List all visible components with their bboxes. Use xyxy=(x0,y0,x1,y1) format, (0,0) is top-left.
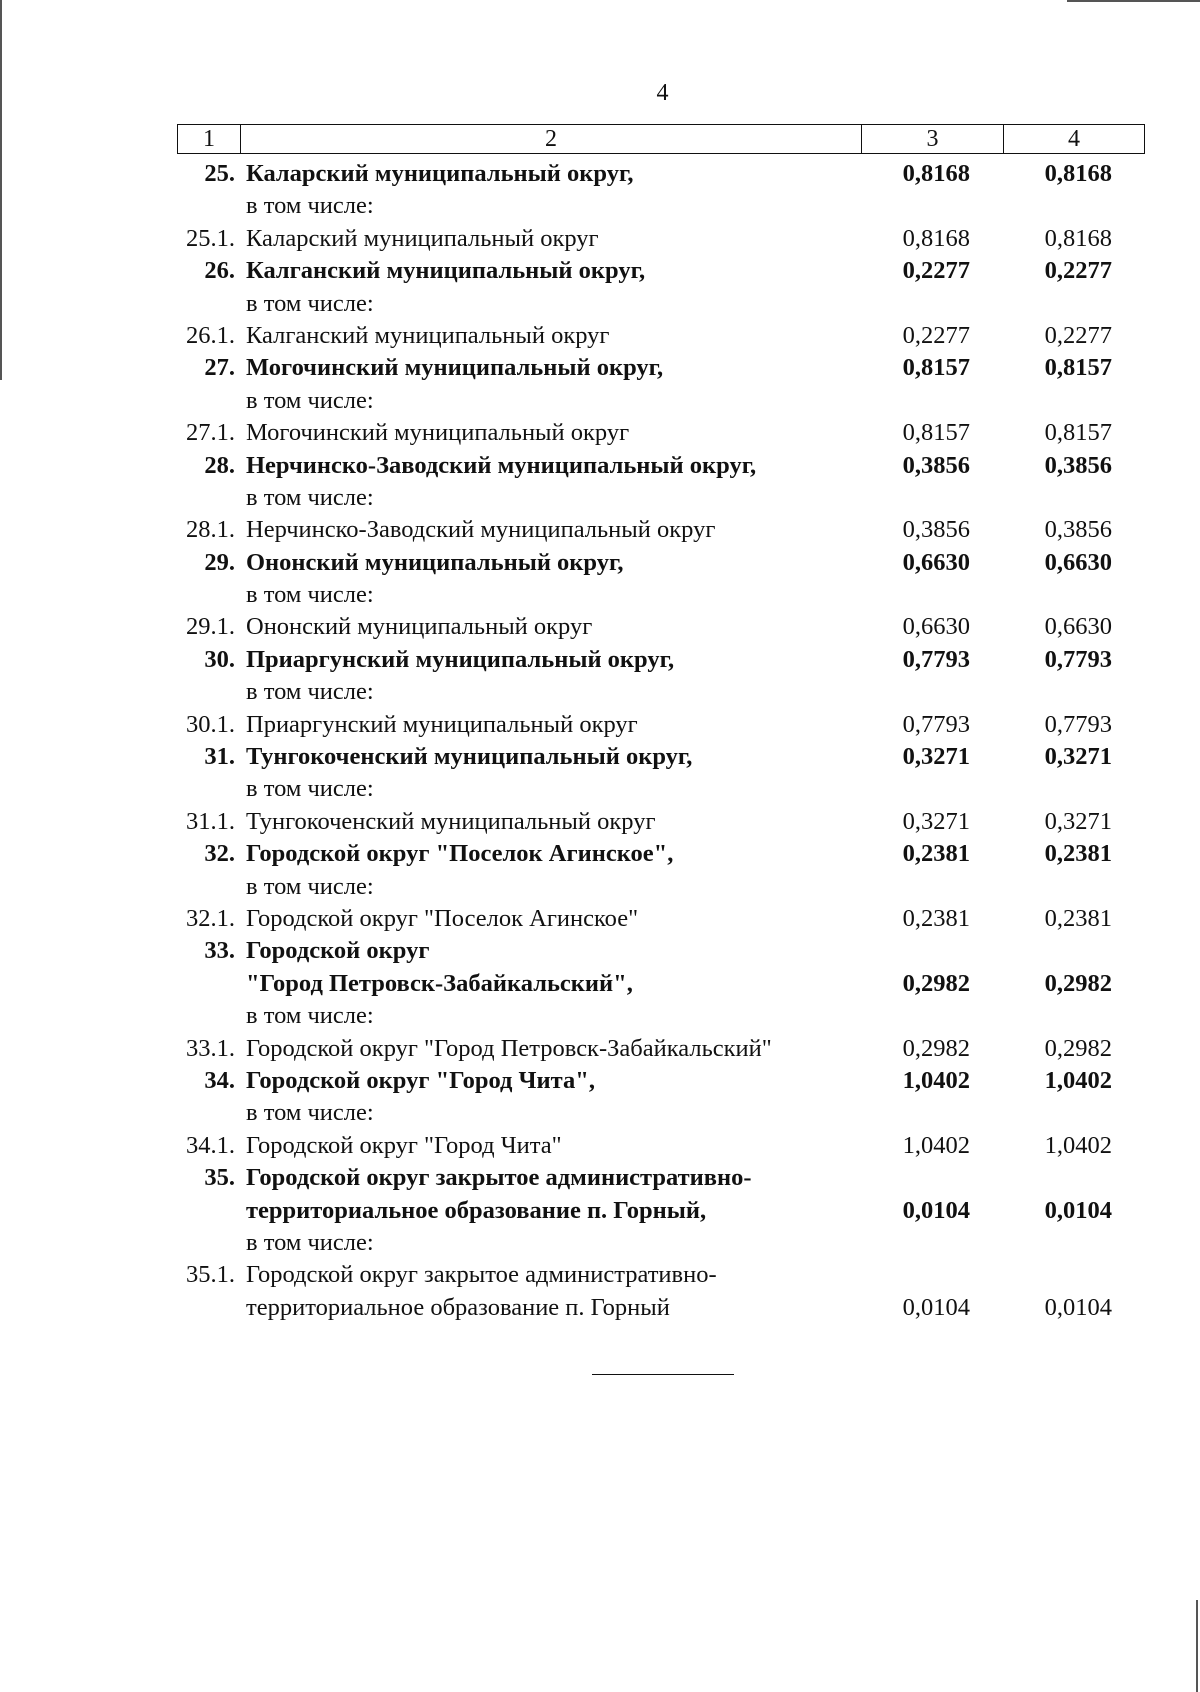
row-value-col4: 0,2277 xyxy=(1044,321,1112,349)
row-label: в том числе: xyxy=(246,1002,374,1030)
table-row xyxy=(0,871,1200,903)
row-label: Ононский муниципальный округ, xyxy=(246,548,624,576)
row-value-col4: 0,2982 xyxy=(1044,1034,1112,1062)
scan-edge-mark xyxy=(1067,0,1200,2)
row-label: Городской округ "Поселок Агинское" xyxy=(246,904,639,932)
row-label: в том числе: xyxy=(246,192,374,220)
row-number: 30. xyxy=(204,645,235,673)
table-row xyxy=(0,352,1200,384)
row-number: 25.1. xyxy=(186,224,235,252)
row-number: 31. xyxy=(204,743,235,771)
row-value-col4: 0,3856 xyxy=(1044,451,1112,479)
row-value-col4: 0,3271 xyxy=(1044,743,1112,771)
row-label: Тунгокоченский муниципальный округ xyxy=(246,807,656,835)
row-value-col3: 0,2381 xyxy=(902,840,970,868)
table-row xyxy=(0,1000,1200,1032)
row-value-col3: 0,7793 xyxy=(902,645,970,673)
row-label: Тунгокоченский муниципальный округ, xyxy=(246,743,693,771)
table-row xyxy=(0,676,1200,708)
table-row xyxy=(0,190,1200,222)
table-row xyxy=(0,385,1200,417)
row-label: территориальное образование п. Горный, xyxy=(246,1196,707,1224)
row-value-col4: 0,0104 xyxy=(1044,1196,1112,1224)
table-row xyxy=(0,450,1200,482)
row-number: 25. xyxy=(204,160,235,187)
table-row xyxy=(0,482,1200,514)
row-label: Каларский муниципальный округ xyxy=(246,224,599,252)
table-row xyxy=(0,968,1200,1000)
row-value-col4: 0,3856 xyxy=(1044,516,1112,544)
row-label: в том числе: xyxy=(246,1228,374,1256)
column-header-3: 3 xyxy=(862,125,1004,154)
row-number: 28.1. xyxy=(186,516,235,544)
table-row xyxy=(0,1195,1200,1227)
row-label: Калганский муниципальный округ xyxy=(246,321,610,349)
row-value-col3: 0,3856 xyxy=(902,516,970,544)
row-value-col4: 0,3271 xyxy=(1044,807,1112,835)
row-label: Нерчинско-Заводский муниципальный округ, xyxy=(246,451,757,479)
table-row xyxy=(0,288,1200,320)
table-body xyxy=(0,158,1200,1324)
row-label: в том числе: xyxy=(246,483,374,511)
row-label: Приаргунский муниципальный округ, xyxy=(246,645,675,673)
row-label: территориальное образование п. Горный xyxy=(246,1293,670,1321)
row-value-col4: 0,8157 xyxy=(1044,354,1112,382)
table-row xyxy=(0,903,1200,935)
row-value-col4: 0,8157 xyxy=(1044,419,1112,447)
page-number: 4 xyxy=(656,80,669,106)
row-value-col3: 0,3856 xyxy=(902,451,970,479)
row-number: 34. xyxy=(204,1066,235,1094)
table-row xyxy=(0,644,1200,676)
table-row xyxy=(0,158,1200,190)
row-number: 26. xyxy=(204,257,235,285)
scan-edge-mark xyxy=(1196,1600,1198,1692)
row-number: 35. xyxy=(204,1164,235,1192)
table-row xyxy=(0,547,1200,579)
row-number: 26.1. xyxy=(186,321,235,349)
row-label: Ононский муниципальный округ xyxy=(246,613,593,641)
row-value-col3: 1,0402 xyxy=(902,1131,970,1159)
end-rule xyxy=(592,1374,734,1375)
table-row xyxy=(0,1065,1200,1097)
row-value-col4: 0,8168 xyxy=(1044,160,1112,187)
table-row xyxy=(0,223,1200,255)
row-value-col3: 0,2982 xyxy=(902,1034,970,1062)
row-value-col3: 0,7793 xyxy=(902,710,970,738)
row-number: 27. xyxy=(204,354,235,382)
table-row xyxy=(0,1259,1200,1291)
row-label: в том числе: xyxy=(246,678,374,706)
column-header-4: 4 xyxy=(1004,125,1145,154)
row-label: Калганский муниципальный округ, xyxy=(246,257,646,285)
row-number: 32.1. xyxy=(186,904,235,932)
row-label: Городской округ "Поселок Агинское", xyxy=(246,840,674,868)
row-number: 32. xyxy=(204,840,235,868)
row-label: в том числе: xyxy=(246,872,374,900)
row-number: 29.1. xyxy=(186,613,235,641)
row-value-col4: 0,7793 xyxy=(1044,710,1112,738)
row-value-col3: 0,3271 xyxy=(902,807,970,835)
row-label: Городской округ "Город Петровск-Забайкальский" xyxy=(246,1034,772,1062)
row-label: в том числе: xyxy=(246,581,374,609)
row-value-col4: 0,6630 xyxy=(1044,613,1112,641)
row-number: 31.1. xyxy=(186,807,235,835)
row-value-col4: 0,7793 xyxy=(1044,645,1112,673)
row-value-col3: 0,3271 xyxy=(902,743,970,771)
table-row xyxy=(0,838,1200,870)
row-label: в том числе: xyxy=(246,775,374,803)
row-label: Городской округ закрытое административно- xyxy=(246,1164,752,1192)
table-row xyxy=(0,773,1200,805)
row-label: в том числе: xyxy=(246,289,374,317)
table-row xyxy=(0,1227,1200,1259)
row-value-col3: 0,6630 xyxy=(902,548,970,576)
row-label: Городской округ "Город Чита" xyxy=(246,1131,562,1159)
row-number: 34.1. xyxy=(186,1131,235,1159)
table-row xyxy=(0,579,1200,611)
row-label: "Город Петровск-Забайкальский", xyxy=(246,969,633,997)
row-value-col3: 0,2277 xyxy=(902,321,970,349)
row-value-col4: 0,2381 xyxy=(1044,904,1112,932)
row-label: Каларский муниципальный округ, xyxy=(246,160,634,187)
row-value-col3: 1,0402 xyxy=(902,1066,970,1094)
table-row xyxy=(0,806,1200,838)
row-value-col3: 0,8168 xyxy=(902,224,970,252)
row-value-col4: 1,0402 xyxy=(1044,1131,1112,1159)
column-header-1: 1 xyxy=(178,125,241,154)
table-row xyxy=(0,1097,1200,1129)
table-row xyxy=(0,935,1200,967)
table-row xyxy=(0,709,1200,741)
row-value-col4: 0,6630 xyxy=(1044,548,1112,576)
table-row xyxy=(0,1130,1200,1162)
row-value-col3: 0,0104 xyxy=(902,1293,970,1321)
column-header-table xyxy=(177,124,1145,154)
row-value-col3: 0,8157 xyxy=(902,419,970,447)
row-value-col4: 0,2982 xyxy=(1044,969,1112,997)
row-label: Нерчинско-Заводский муниципальный округ xyxy=(246,516,716,544)
row-number: 29. xyxy=(204,548,235,576)
row-number: 33. xyxy=(204,937,235,965)
row-value-col4: 0,2381 xyxy=(1044,840,1112,868)
row-label: Могочинский муниципальный округ, xyxy=(246,354,664,382)
table-row xyxy=(0,514,1200,546)
row-value-col3: 0,2381 xyxy=(902,904,970,932)
row-label: в том числе: xyxy=(246,386,374,414)
row-number: 35.1. xyxy=(186,1261,235,1289)
table-row xyxy=(0,741,1200,773)
table-row xyxy=(0,1033,1200,1065)
row-value-col3: 0,6630 xyxy=(902,613,970,641)
row-label: Городской округ xyxy=(246,937,430,965)
table-row xyxy=(0,255,1200,287)
row-value-col4: 0,0104 xyxy=(1044,1293,1112,1321)
row-value-col3: 0,2982 xyxy=(902,969,970,997)
row-number: 33.1. xyxy=(186,1034,235,1062)
row-value-col4: 0,8168 xyxy=(1044,224,1112,252)
row-number: 30.1. xyxy=(186,710,235,738)
row-label: Приаргунский муниципальный округ xyxy=(246,710,638,738)
row-value-col3: 0,0104 xyxy=(902,1196,970,1224)
row-label: в том числе: xyxy=(246,1099,374,1127)
row-value-col4: 1,0402 xyxy=(1044,1066,1112,1094)
row-number: 28. xyxy=(204,451,235,479)
row-label: Городской округ закрытое административно- xyxy=(246,1261,717,1289)
row-label: Городской округ "Город Чита", xyxy=(246,1066,595,1094)
column-header-row xyxy=(178,125,1145,154)
row-number: 27.1. xyxy=(186,419,235,447)
table-row xyxy=(0,417,1200,449)
row-value-col3: 0,2277 xyxy=(902,257,970,285)
row-value-col3: 0,8168 xyxy=(902,160,970,187)
table-row xyxy=(0,1162,1200,1194)
column-header-2: 2 xyxy=(241,125,862,154)
table-row xyxy=(0,320,1200,352)
row-value-col3: 0,8157 xyxy=(902,354,970,382)
row-label: Могочинский муниципальный округ xyxy=(246,419,630,447)
table-row xyxy=(0,1292,1200,1324)
table-row xyxy=(0,611,1200,643)
scan-edge-mark xyxy=(0,0,2,380)
row-value-col4: 0,2277 xyxy=(1044,257,1112,285)
